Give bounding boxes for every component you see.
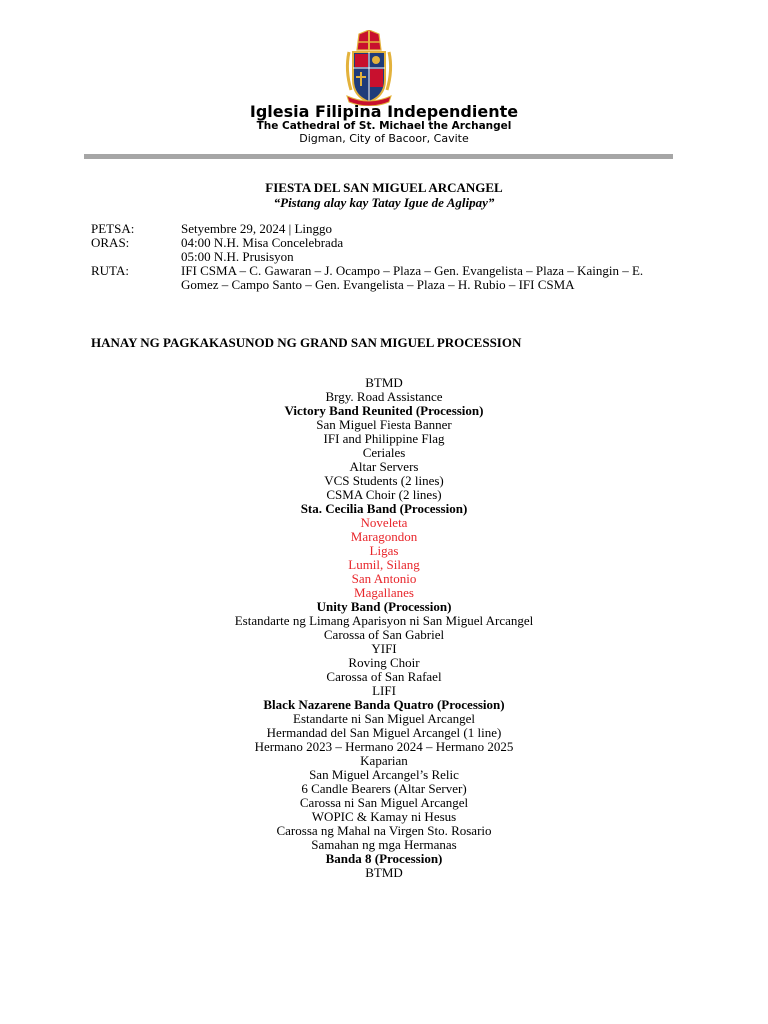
procession-item: VCS Students (2 lines) xyxy=(324,473,444,488)
procession-item: WOPIC & Kamay ni Hesus xyxy=(311,809,457,824)
section-heading: HANAY NG PAGKAKASUNOD NG GRAND SAN MIGUEL PROCESSION xyxy=(91,335,522,350)
procession-item: Lumil, Silang xyxy=(348,557,420,572)
event-details xyxy=(91,222,681,292)
oras-line-1: 04:00 N.H. Misa Concelebrada xyxy=(181,235,344,250)
oras-label: ORAS: xyxy=(91,235,130,250)
header-divider xyxy=(84,154,673,159)
detail-row-ruta xyxy=(91,264,681,292)
procession-item: Hermandad del San Miguel Arcangel (1 line) xyxy=(266,725,502,740)
procession-order-list xyxy=(0,376,768,880)
procession-item: Hermano 2023 – Hermano 2024 – Hermano 2025 xyxy=(254,739,514,754)
detail-row-petsa xyxy=(91,222,681,236)
event-title: FIESTA DEL SAN MIGUEL ARCANGEL xyxy=(265,180,503,195)
procession-item: San Miguel Arcangel’s Relic xyxy=(309,767,459,782)
procession-item: Unity Band (Procession) xyxy=(316,599,452,614)
procession-item: Estandarte ni San Miguel Arcangel xyxy=(293,711,475,726)
procession-item: Carossa ng Mahal na Virgen Sto. Rosario xyxy=(276,823,492,838)
event-subtitle: “Pistang alay kay Tatay Igue de Aglipay” xyxy=(273,195,495,210)
procession-item: Carossa of San Rafael xyxy=(326,669,442,684)
procession-item: Estandarte ng Limang Aparisyon ni San Miguel Arcangel xyxy=(234,613,534,628)
procession-item: 6 Candle Bearers (Altar Server) xyxy=(301,781,467,796)
petsa-label: PETSA: xyxy=(91,221,135,236)
procession-item: Ligas xyxy=(369,543,399,558)
detail-row-oras xyxy=(91,236,681,264)
oras-value xyxy=(181,236,681,264)
oras-line-2: 05:00 N.H. Prusisyon xyxy=(181,249,294,264)
address: Digman, City of Bacoor, Cavite xyxy=(299,132,469,145)
procession-item: Samahan ng mga Hermanas xyxy=(311,837,457,852)
procession-item: Banda 8 (Procession) xyxy=(325,851,443,866)
ruta-value: IFI CSMA – C. Gawaran – J. Ocampo – Plaza – Gen. Evangelista – Plaza – Kaingin – E. Gomez – Campo Santo – Gen. Evangelista – Plaza – H. Rubio – IFI CSMA xyxy=(181,263,644,292)
procession-item: Magallanes xyxy=(354,585,414,600)
procession-item: Ceriales xyxy=(362,445,406,460)
procession-item: Sta. Cecilia Band (Procession) xyxy=(300,501,468,516)
procession-item: LIFI xyxy=(372,683,396,698)
procession-item: YIFI xyxy=(371,641,397,656)
procession-item: BTMD xyxy=(365,375,403,390)
procession-item: Carossa ni San Miguel Arcangel xyxy=(299,795,469,810)
procession-item: Kaparian xyxy=(360,753,408,768)
procession-item: BTMD xyxy=(365,865,403,880)
procession-item: Carossa of San Gabriel xyxy=(323,627,445,642)
organization-name: Iglesia Filipina Independiente xyxy=(249,102,519,121)
procession-item: Black Nazarene Banda Quatro (Procession) xyxy=(263,697,505,712)
petsa-value: Setyembre 29, 2024 | Linggo xyxy=(181,221,332,236)
procession-item: Victory Band Reunited (Procession) xyxy=(284,403,484,418)
ruta-label: RUTA: xyxy=(91,263,129,278)
procession-item: Altar Servers xyxy=(349,459,419,474)
procession-item: IFI and Philippine Flag xyxy=(323,431,445,446)
procession-item: Maragondon xyxy=(350,529,418,544)
procession-item: San Antonio xyxy=(351,571,417,586)
ifi-seal-icon xyxy=(343,30,395,106)
procession-item: San Miguel Fiesta Banner xyxy=(316,417,452,432)
procession-item: Brgy. Road Assistance xyxy=(325,389,443,404)
procession-item: Roving Choir xyxy=(348,655,420,670)
procession-item: Noveleta xyxy=(360,515,408,530)
procession-item: CSMA Choir (2 lines) xyxy=(326,487,442,502)
cathedral-name: The Cathedral of St. Michael the Archangel xyxy=(256,120,512,132)
